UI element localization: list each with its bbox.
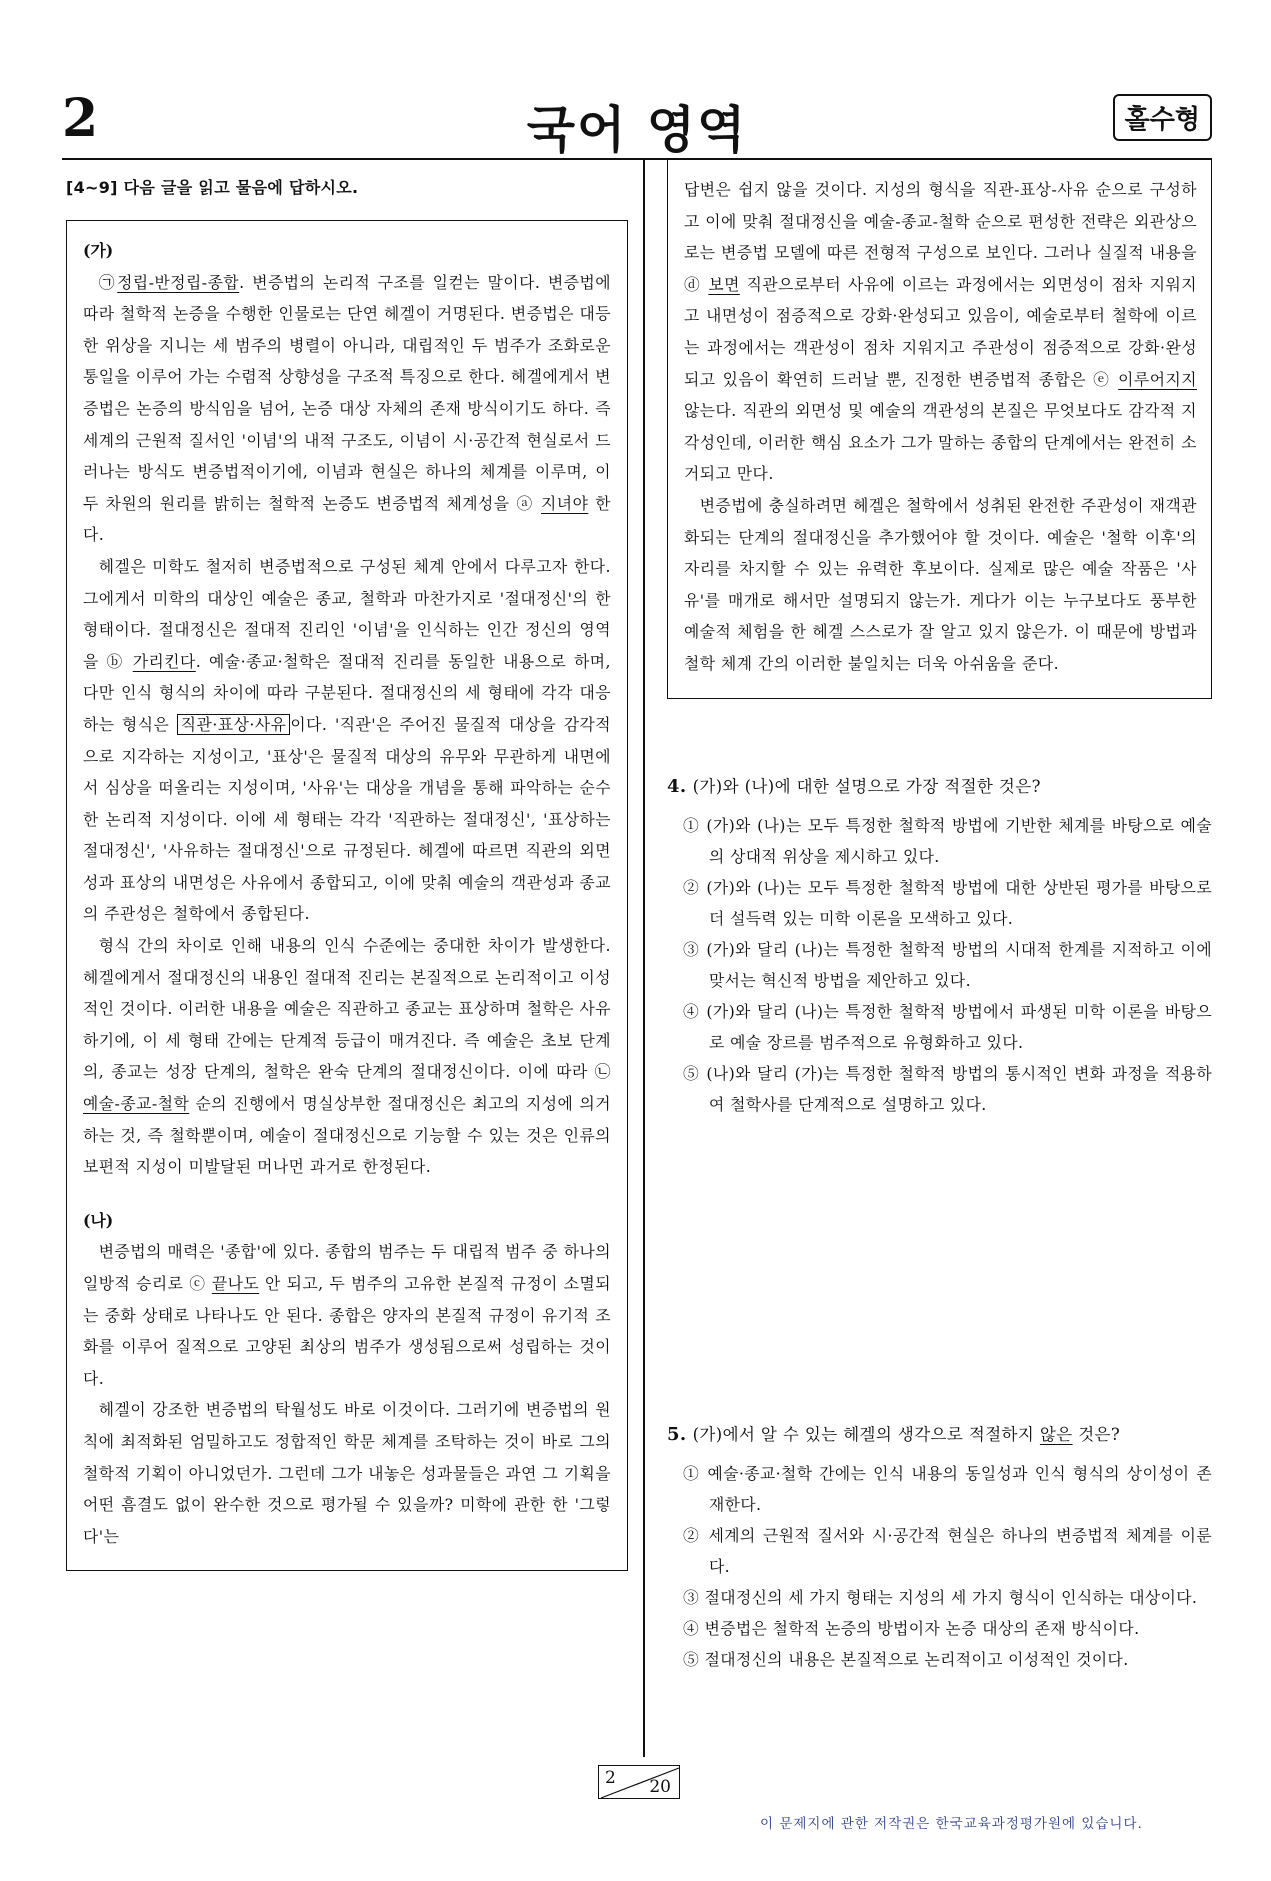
text-span: 순의 진행에서 명실상부한 절대정신은 최고의 지성에 의거하는 것, 즉 철학뿐이며, 예술이 절대정신으로 기능할 수 있는 것은 인류의 보편적 지성이 미발달된 머나먼 과거로 한정된다. [83,1094,611,1177]
underlined-word-e: 이루어지지 [1118,369,1197,389]
marker-e: ⓔ [1093,369,1112,389]
q4-choice-1[interactable]: ① (가)와 (나)는 모두 특정한 철학적 방법에 기반한 체계를 바탕으로 예술의 상대적 위상을 제시하고 있다. [683,816,1212,866]
footer-page-indicator [598,1765,680,1799]
passage-box-right [667,160,1212,699]
q5-choice-2[interactable]: ② 세계의 근원적 질서와 시·공간적 현실은 하나의 변증법적 체계를 이룬다. [683,1526,1212,1576]
copyright-notice: 이 문제지에 관한 저작권은 한국교육과정평가원에 있습니다. [760,1816,1143,1832]
question-5-negation: 않은 [1039,1425,1073,1444]
marker-1: ㉠ [98,272,118,292]
passage-na-body-left [83,1236,611,1552]
text-span: 형식 간의 차이로 인해 내용의 인식 수준에는 중대한 차이가 발생한다. 헤겔에게서 절대정신의 내용인 절대적 진리는 본질적으로 논리적이고 이성적인 것이다. 이러한 내용을 예술은 직관하고 종교는 표상하며 철학은 사유하기에, 이 세 형태 간에는 단계적 등급이 매겨진다. 즉 예술은 초보 단계의, 종교는 성장 단계의, 철학은 완숙 단계의 절대정신이다. 이에 따라 [83,936,612,1082]
question-4-stem [667,772,1212,802]
question-5-text: (가)에서 알 수 있는 헤겔의 생각으로 적절하지 [692,1425,1040,1444]
footer-page-total: 20 [649,1777,671,1797]
question-5-text-end: 것은? [1072,1425,1121,1444]
left-column [66,175,628,1571]
passage-ga-paragraph-2 [83,551,611,930]
column-divider [643,160,645,1757]
passage-na-paragraph-2-cont [684,174,1197,490]
text-span: . 예술·종교·철학은 절대적 진리를 동일한 내용으로 하며, 다만 인식 형식의 차이에 따라 구분된다. 절대정신의 세 형태에 각각 대응하는 형식은 [83,651,611,734]
passage-na-body-right [684,174,1197,680]
q5-choice-3[interactable]: ③ 절대정신의 세 가지 형태는 지성의 세 가지 형식이 인식하는 대상이다. [683,1588,1198,1607]
q4-choice-4[interactable]: ④ (가)와 달리 (나)는 특정한 철학적 방법에서 파생된 미학 이론을 바탕으로 예술 장르를 범주적으로 유형화하고 있다. [683,1002,1212,1052]
question-4-choices [667,810,1212,1120]
underlined-word-a: 지녀야 [541,493,589,513]
instruction: [4~9] 다음 글을 읽고 물음에 답하시오. [66,178,359,197]
underlined-term-1: 정립-반정립-종합 [117,272,240,292]
underlined-word-d: 보면 [708,274,740,294]
text-span: 답변은 쉽지 않을 것이다. 지성의 형식을 직관-표상-사유 순으로 구성하고 이에 맞춰 절대정신을 예술-종교-철학 순으로 편성한 전략은 외관상으로는 변증법 모델에 따른 전형적 구성으로 보인다. 그러나 실질적 내용을 [684,180,1197,263]
text-span: 않는다. 직관의 외면성 및 예술의 객관성의 본질은 무엇보다도 감각적 지각성인데, 이러한 핵심 요소가 그가 말하는 종합의 단계에서는 완전히 소거되고 만다. [684,401,1197,484]
passage-ga-paragraph-1 [83,267,611,551]
question-5-stem [667,1420,1212,1450]
marker-d: ⓓ [684,274,702,294]
question-5-number: 5. [667,1424,687,1445]
passage-ga-body [83,267,611,1183]
marker-a: ⓐ [516,493,535,513]
question-5-choices [667,1458,1212,1675]
passage-na-paragraph-2-start: 헤겔이 강조한 변증법의 탁월성도 바로 이것이다. 그러기에 변증법의 원칙에 최적화된 엄밀하고도 정합적인 학문 체계를 조탁하는 것이 바로 그의 철학적 기획이 아니었던가. 그런데 그가 내놓은 성과물들은 과연 그 기획을 어떤 흠결도 없이 완수한 것으로 평가될 수 있을까? 미학에 관한 한 '그렇다'는 [83,1400,612,1546]
page-header [62,88,1212,158]
text-span: 이다. '직관'은 주어진 물질적 대상을 감각적으로 지각하는 지성이고, '표상'은 물질적 대상의 유무와 무관하게 내면에서 심상을 떠올리는 지성이며, '사유'는 대상을 개념을 통해 파악하는 순수한 논리적 지성이다. 이에 세 형태는 각각 '직관하는 절대정신', '표상하는 절대정신', '사유하는 절대정신'으로 규정된다. 헤겔에 따르면 직관의 외면성과 표상의 내면성은 사유에서 종합되고, 이에 맞춰 예술의 객관성과 종교의 주관성은 철학에서 종합된다. [83,714,612,924]
passage-ga-paragraph-3 [83,930,611,1183]
boxed-term: 직관·표상·사유 [177,714,291,735]
q5-choice-5[interactable]: ⑤ 절대정신의 내용은 본질적으로 논리적이고 이성적인 것이다. [683,1650,1129,1669]
q4-choice-2[interactable]: ② (가)와 (나)는 모두 특정한 철학적 방법에 대한 상반된 평가를 바탕으로 더 설득력 있는 미학 이론을 모색하고 있다. [683,878,1212,928]
text-span: 직관으로부터 사유에 이르는 과정에서는 외면성이 점차 지워지고 내면성이 점증적으로 강화·완성되고 있음이, 예술로부터 철학에 이르는 과정에서는 객관성이 점차 지워지고 주관성이 점증적으로 강화·완성되고 있음이 확연히 드러날 뿐, 진정한 변증법적 종합은 [684,274,1197,389]
passage-na-paragraph-3: 변증법에 충실하려면 헤겔은 철학에서 성취된 완전한 주관성이 재객관화되는 단계의 절대정신을 추가했어야 할 것이다. 예술은 '철학 이후'의 자리를 차지할 수 있는 유력한 후보이다. 실제로 많은 예술 작품은 '사유'를 매개로 해서만 설명되지 않는가. 게다가 이는 누구보다도 풍부한 예술적 체험을 한 헤겔 스스로가 잘 알고 있지 않은가. 이 때문에 방법과 철학 체계 간의 이러한 불일치는 더욱 아쉬움을 준다. [684,495,1198,673]
exam-title: 국어 영역 [526,101,748,159]
q5-choice-4[interactable]: ④ 변증법은 철학적 논증의 방법이자 논증 대상의 존재 방식이다. [683,1619,1140,1638]
text-span: 헤겔은 미학도 철저히 변증법적으로 구성된 체계 안에서 다루고자 한다. 그에게서 미학의 대상인 예술은 종교, 철학과 마찬가지로 '절대정신'의 한 형태이다. 절대정신은 절대적 진리인 '이념'을 인식하는 인간 정신의 영역을 [83,556,611,671]
marker-b: ⓑ [106,651,126,671]
page-number: 2 [62,88,99,149]
q4-choice-3[interactable]: ③ (가)와 달리 (나)는 특정한 철학적 방법의 시대적 한계를 지적하고 이에 맞서는 혁신적 방법을 제안하고 있다. [683,940,1212,990]
text-span: . 변증법의 논리적 구조를 일컫는 말이다. 변증법에 따라 철학적 논증을 수행한 인물로는 단연 헤겔이 거명된다. 변증법은 대등한 위상을 지니는 세 범주의 병렬이 아니라, 대립적인 두 범주가 조화로운 통일을 이루어 가는 수렴적 상향성을 구조적 특징으로 한다. 헤겔에게서 변증법은 논증의 방식임을 넘어, 논증 대상 자체의 존재 방식이기도 하다. 즉 세계의 근원적 질서인 '이념'의 내적 구조도, 이념이 시·공간적 현실로서 드러나는 방식도 변증법적이기에, 이념과 현실은 하나의 체계를 이루며, 이 두 차원의 원리를 밝히는 철학적 논증도 변증법적 체계성을 [83,272,612,513]
exam-type-badge: 홀수형 [1113,94,1212,141]
underlined-word-b: 가리킨다 [132,651,196,671]
text-span: 변증법의 매력은 '종합'에 있다. 종합의 범주는 두 대립적 범주 중 하나의 일방적 승리로 [83,1242,611,1293]
marker-2: ㉡ [594,1062,611,1082]
question-4-text: (가)와 (나)에 대한 설명으로 가장 적절한 것은? [692,777,1041,796]
q5-choice-1[interactable]: ① 예술·종교·철학 간에는 인식 내용의 동일성과 인식 형식의 상이성이 존재한다. [683,1464,1212,1514]
passage-na-paragraph-1 [83,1236,611,1394]
marker-c: ⓒ [189,1274,206,1293]
passage-na-label: (나) [83,1210,114,1230]
passage-ga-label: (가) [83,241,114,260]
footer-page-number: 2 [605,1768,616,1788]
question-4-number: 4. [667,776,687,797]
question-4 [667,772,1212,1120]
question-5 [667,1420,1212,1675]
passage-box-left [66,220,628,1571]
text-span: 안 되고, 두 범주의 고유한 본질적 규정이 소멸되는 중화 상태로 나타나도 안 된다. 종합은 양자의 본질적 규정이 유기적 조화를 이루어 질적으로 고양된 최상의 범주가 생성됨으로써 성립하는 것이다. [83,1274,611,1388]
text-span: 한다. [83,493,611,545]
underlined-term-2: 예술-종교-철학 [83,1094,190,1114]
underlined-word-c: 끝나도 [211,1274,260,1293]
q4-choice-5[interactable]: ⑤ (나)와 달리 (가)는 특정한 철학적 방법의 통시적인 변화 과정을 적용하여 철학사를 단계적으로 설명하고 있다. [683,1064,1212,1114]
